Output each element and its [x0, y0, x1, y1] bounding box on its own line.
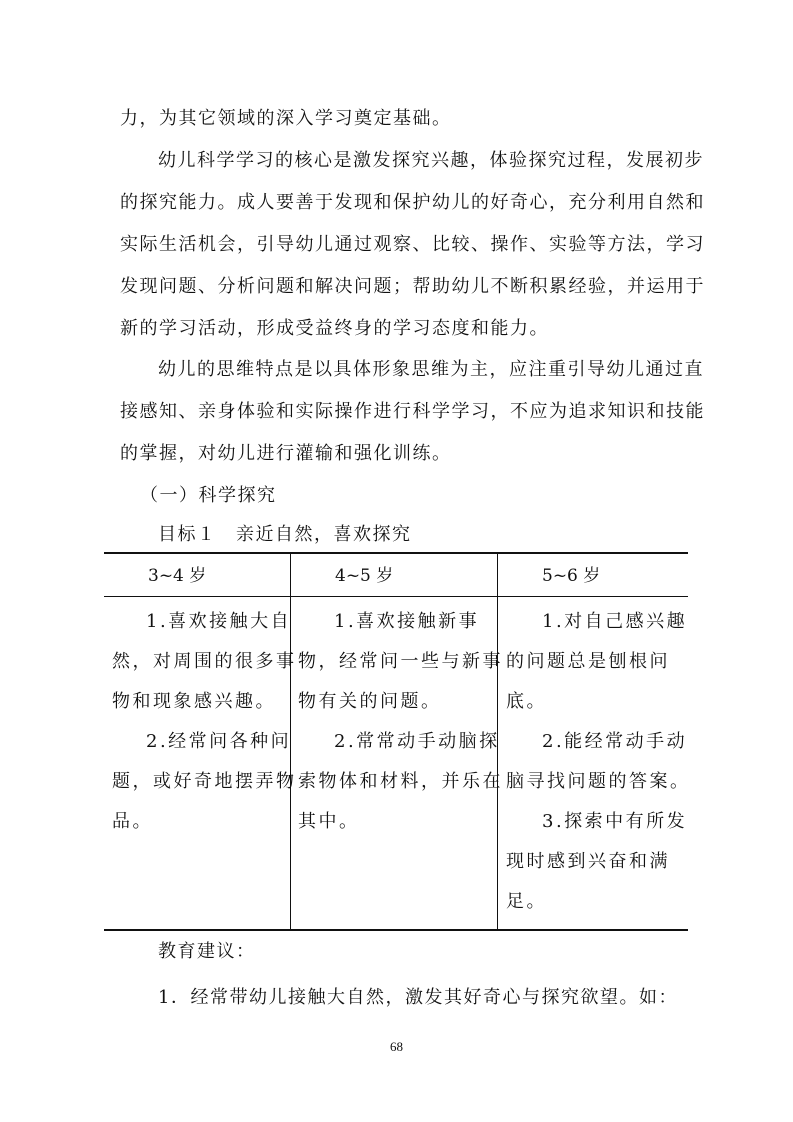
paragraph-line: 力，为其它领域的深入学习奠定基础。	[120, 108, 452, 129]
cell-line: 现时感到兴奋和满	[506, 851, 670, 872]
table-header-age-4-5: 4~5 岁	[335, 566, 394, 586]
cell-line: 底。	[506, 691, 547, 712]
page-number: 68	[390, 1039, 403, 1054]
table-cell-age-4-5	[298, 602, 503, 842]
cell-line: 1.喜欢接触大自	[146, 611, 292, 632]
cell-line: 脑寻找问题的答案。	[506, 771, 691, 792]
cell-line: 物，经常问一些与新事	[298, 651, 503, 672]
paragraph-line: 实际生活机会，引导幼儿通过观察、比较、操作、实验等方法，学习	[120, 234, 705, 255]
cell-line: 其中。	[298, 811, 360, 832]
cell-line: 2.经常问各种问	[146, 731, 292, 752]
cell-line: 2.常常动手动脑探	[334, 731, 500, 752]
cell-line: 物和现象感兴趣。	[112, 691, 276, 712]
cell-line: 足。	[506, 891, 547, 912]
cell-line: 物有关的问题。	[298, 691, 442, 712]
table-cell-age-5-6	[506, 602, 691, 922]
paragraph-line: 幼儿的思维特点是以具体形象思维为主，应注重引导幼儿通过直	[158, 359, 704, 380]
suggestion-item: 1．经常带幼儿接触大自然，激发其好奇心与探究欲望。如：	[158, 987, 678, 1008]
paragraph-line: 接感知、亲身体验和实际操作进行科学学习，不应为追求知识和技能	[120, 401, 705, 422]
cell-line: 1.对自己感兴趣	[542, 611, 688, 632]
table-header-age-5-6: 5~6 岁	[542, 566, 601, 586]
cell-line: 然，对周围的很多事	[112, 651, 297, 672]
section-heading: （一）科学探究	[140, 485, 277, 506]
goal-title: 目标１ 亲近自然，喜欢探究	[158, 524, 412, 545]
paragraph-line: 发现问题、分析问题和解决问题；帮助幼儿不断积累经验，并运用于	[120, 276, 705, 297]
table-header-rule	[104, 596, 688, 597]
cell-line: 1.喜欢接触新事	[334, 611, 480, 632]
suggestions-heading: 教育建议：	[158, 941, 256, 962]
cell-line: 题，或好奇地摆弄物	[112, 771, 297, 792]
paragraph-line: 的掌握，对幼儿进行灌输和强化训练。	[120, 443, 452, 464]
cell-line: 的问题总是刨根问	[506, 651, 670, 672]
table-top-rule	[104, 552, 688, 554]
cell-line: 索物体和材料，并乐在	[298, 771, 503, 792]
table-header-age-3-4: 3~4 岁	[148, 566, 207, 586]
paragraph-line: 的探究能力。成人要善于发现和保护幼儿的好奇心，充分利用自然和	[120, 192, 705, 213]
table-cell-age-3-4	[112, 602, 297, 842]
paragraph-line: 新的学习活动，形成受益终身的学习态度和能力。	[120, 318, 549, 339]
table-bottom-rule	[104, 929, 688, 931]
cell-line: 品。	[112, 811, 153, 832]
paragraph-line: 幼儿科学学习的核心是激发探究兴趣，体验探究过程，发展初步	[158, 150, 704, 171]
cell-line: 2.能经常动手动	[542, 731, 688, 752]
cell-line: 3.探索中有所发	[542, 811, 688, 832]
